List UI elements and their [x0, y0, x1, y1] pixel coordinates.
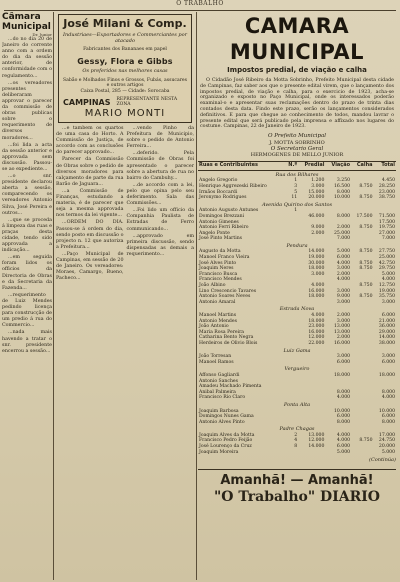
table-cell: 35.750	[378, 294, 395, 300]
table-cell: 3.000	[381, 299, 395, 305]
table-row	[198, 195, 396, 201]
table-cell: 18.000	[308, 318, 325, 324]
table-cell: 8.750	[359, 283, 373, 289]
paragraph: ...foi lida a acta da sessão anterior e approvada sem discussão. Passou-se ao expediente...	[2, 142, 52, 172]
table-cell: 4.000	[336, 260, 351, 266]
table-cell: 18.000	[308, 266, 325, 272]
table-cell: 29.000	[378, 329, 395, 335]
table-cell: 3.250	[336, 178, 351, 184]
table-cell: 23.000	[308, 324, 325, 330]
table-cell: 12.750	[378, 283, 395, 289]
table-cell: 4.000	[311, 313, 325, 319]
table-cell: 17.500	[356, 213, 373, 219]
ad-title: José Milani & Comp.	[63, 17, 187, 30]
street-section-row	[198, 365, 396, 373]
table-cell: 4.000	[311, 283, 325, 289]
paragraph: ...Paço Municipal de Campinas, em sessão de 20 de Janeiro. Os vereadores: Moraes, Camargo, Bueno, Pacheco...	[56, 251, 124, 282]
paragraph: ...o snr. presidente declarou aberta a sessão, comparecendo os vereadores Antonio Silva, José Pereira e outros...	[2, 174, 52, 216]
table-cell: 6.000	[336, 359, 351, 365]
table-cell: 9.000	[311, 225, 325, 231]
paragraph: ...requerimento de Luiz Mendes pedindo licença para construcção de um predio á rua do Commercio...	[2, 292, 52, 329]
continua-label: (Continúa)	[369, 457, 396, 464]
paragraph: ...deferido. Pela Commissão de Obras foi apresentado o parecer sobre a abertura de rua no bairro do Cambuhy...	[126, 151, 194, 181]
table-cell: 2.000	[336, 313, 351, 319]
street-name: Estrada Nova	[279, 306, 315, 313]
table-cell: 1	[294, 178, 298, 184]
table-cell: 17.500	[378, 219, 395, 225]
paragraph: ...em seguida foram lidos os officios da Directoria de Obras e da Secretaria da Fazenda...	[2, 255, 52, 291]
table-cell	[351, 450, 373, 456]
table-cell: Antonio Mendes	[199, 318, 237, 324]
column-divider	[53, 12, 54, 580]
milani-advertisement	[58, 14, 192, 123]
header-total: Total	[374, 162, 396, 171]
table-cell: 8.750	[359, 294, 373, 300]
paragraph: ...os vereadores presentes deliberaram approvar o parecer da commissão de obras publicas sobre o requerimento de diversos moradores...	[2, 80, 52, 141]
table-cell: Joaquim Alves da Motta	[199, 432, 255, 438]
table-cell: 3.000	[336, 354, 351, 360]
table-cell: Herdeiros de Olivio Blois	[199, 340, 258, 346]
table-cell: 3.000	[311, 183, 325, 189]
ad-tagline: Industriaes—Exportadores e Commerciantes por atacado	[63, 32, 188, 44]
street-section-row	[198, 401, 396, 409]
table-cell: 18.000	[378, 372, 395, 378]
table-cell: 4.000	[381, 395, 395, 401]
table-cell: Francisco Rio Claro	[199, 395, 246, 401]
running-head: O TRABALHO	[176, 0, 224, 7]
left-column-heading: Câmara Municipal	[2, 12, 51, 32]
table-cell: 30.000	[308, 260, 325, 266]
table-cell: 24.750	[378, 438, 395, 444]
table-cell: 8.750	[359, 438, 373, 444]
table-cell: Irmãos Boccardi	[199, 189, 238, 195]
table-cell: 4.000	[336, 277, 351, 283]
table-cell: 16.500	[333, 183, 351, 189]
table-cell: Domingos Nunes Gama	[199, 414, 254, 420]
table-cell: 20.000	[308, 195, 325, 201]
table-cell: 10.000	[333, 195, 351, 201]
table-cell: 10.000	[333, 408, 351, 414]
table-cell: 16.000	[308, 288, 325, 294]
table-cell: 8.000	[381, 419, 395, 425]
header-numero: N.º	[285, 162, 299, 171]
paragraph: ...de accordo com a lei, pelo que opina pelo seu deferimento. Sala das Commissões...	[126, 182, 194, 207]
table-cell: Antonio Augusto Antunes	[199, 208, 259, 214]
ad-brand: Gessy, Flora e Gibbs	[77, 56, 173, 66]
street-name: Avenida Quirino dos Santos	[261, 201, 333, 208]
table-cell: 15.000	[308, 189, 325, 195]
middle-text-split	[56, 126, 194, 283]
table-cell: 9.000	[336, 294, 351, 300]
table-cell: 4	[294, 438, 298, 444]
table-cell: 17.000	[378, 432, 395, 438]
table-row	[198, 184, 396, 190]
table-cell: 3.000	[381, 354, 395, 360]
table-cell: Anibal Palmeira	[199, 389, 236, 395]
table-cell: 8.000	[336, 189, 351, 195]
table-cell: Antonio Soares Neves	[199, 294, 251, 300]
table-cell: 8.750	[359, 260, 373, 266]
table-cell: Angelo Gregorio	[199, 178, 238, 184]
table-cell: 8.000	[336, 389, 351, 395]
header-predial: Predial	[298, 162, 325, 171]
table-cell: 4.450	[381, 178, 395, 184]
o-trabalho-diario: "O Trabalho" DIARIO	[213, 489, 380, 506]
tax-table	[198, 161, 396, 455]
table-cell: Manoel Ramos	[199, 359, 234, 365]
street-name: Vergueiro	[284, 366, 310, 373]
ad-campinas-row	[63, 97, 187, 107]
table-cell: 27.000	[378, 230, 395, 236]
table-cell: 12.000	[308, 438, 325, 444]
table-cell: Francisco Mendes	[199, 277, 242, 283]
top-rule	[4, 10, 396, 11]
table-cell: 18.000	[333, 372, 351, 378]
table-cell: 1.200	[311, 178, 325, 184]
table-cell: Augusto da Motta	[199, 249, 241, 255]
table-cell	[285, 450, 299, 456]
table-cell: 13.000	[333, 329, 351, 335]
table-cell: Henrique Aggrezeski Ribeiro	[199, 183, 267, 189]
middle-text-right	[127, 126, 195, 283]
ad-rep: REPRESENTANTE NESTA ZONA	[116, 97, 178, 107]
ad-campinas: CAMPINAS	[63, 97, 111, 107]
table-cell: Francisco Pedro Feijão	[199, 438, 253, 444]
camara-title: CAMARA MUNICIPAL	[229, 14, 365, 64]
table-cell: 5	[294, 189, 298, 195]
table-cell: 18.000	[308, 294, 325, 300]
left-column-text	[2, 37, 52, 355]
ad-brand-note: Os preferidos nas melhores casas	[82, 67, 168, 74]
table-cell: Maria Rosa Pereira	[199, 329, 245, 335]
table-cell: 8.750	[359, 266, 373, 272]
camara-column	[198, 12, 396, 580]
table-cell: 46.000	[308, 213, 325, 219]
table-cell: Antonio Amaral	[199, 299, 236, 305]
table-cell: 19.750	[378, 225, 395, 231]
table-cell: 19.000	[308, 255, 325, 261]
table-cell: 8.000	[381, 389, 395, 395]
table-cell: 3.000	[336, 266, 351, 272]
middle-text-left	[56, 126, 124, 283]
paragraph: ...vendo Pinho da Prefeitura de Municipio, sobre o pedido de Antonio Ferreira...	[126, 126, 194, 150]
table-cell: 38.750	[378, 195, 395, 201]
table-cell: 5.000	[381, 271, 395, 277]
camara-edital-text: O Cidadão José Ribeiro da Motta Sobrinho, Prefeito Municipal desta cidade de Campinas, faz saber aos que o presente edital virem, que o lançamento dos impostos predial, de viação e calha, para o exercicio de 1923, acha-se organizado e exposto no Paço Municipal, onde os interessados poderão examinal-o e apresentar suas reclamações dentro do prazo de trinta dias contados desta data. Findo este prazo, serão os lançamentos considerados definitivos. E para que chegue ao conhecimento de todos, mandou lavrar o presente edital que será publicado pela imprensa e affixado nos lugares do costume. Campinas, 22 de Janeiro de 1923.	[200, 78, 394, 130]
table-cell: José Lourenço da Cruz	[199, 444, 252, 450]
table-cell: 7.000	[381, 236, 395, 242]
table-cell: 3.000	[336, 288, 351, 294]
paragraph: ...a Commissão de Finanças, estudando a materia, é de parecer que seja a mesma approvada nos termos da lei vigente...	[56, 188, 124, 219]
secretario-label: O Secretario Geral	[270, 145, 324, 152]
table-cell: Catharina Bento Negra	[199, 335, 254, 341]
paragraph: ...que se proceda á limpeza das ruas e praças desta cidade, tendo sido approvada a indicação...	[2, 217, 52, 254]
paragraph: ...nada mais havendo a tratar o snr. presidente encerrou a sessão...	[2, 330, 52, 354]
paragraph: ...ORDEM DO DIA. Passou-se á ordem do dia, sendo posto em discussão o projecto n. 12 que autoriza a Prefeitura...	[56, 220, 124, 250]
column-divider	[196, 12, 197, 580]
table-cell: 11	[291, 195, 298, 201]
table-cell: Francisco Busca	[199, 271, 238, 277]
table-cell: 8.750	[359, 225, 373, 231]
table-cell: Antonio Ferri Ribeiro	[199, 225, 249, 231]
table-cell: 6.000	[336, 255, 351, 261]
table-cell: Antonio Gimenes	[199, 219, 239, 225]
header-contribuintes: Ruas e Contribuintes	[198, 162, 285, 171]
table-cell: João Antonio	[199, 324, 229, 330]
table-cell: 4.000	[336, 438, 351, 444]
secretario-name: HERMOGENES DE MELLO JUNIOR	[250, 152, 344, 159]
table-cell: 6.000	[336, 444, 351, 450]
table-cell: Domingos Brezzani	[199, 213, 245, 219]
table-cell: Affonso Gagliardi	[199, 372, 240, 378]
table-cell: João Torresan	[199, 354, 232, 360]
table-cell: 8.750	[359, 183, 373, 189]
street-name: Pendura	[286, 242, 308, 249]
table-cell: 4.000	[381, 277, 395, 283]
table-cell: 4.000	[336, 395, 351, 401]
table-cell: 23.000	[378, 189, 395, 195]
table-cell: 20.000	[378, 444, 395, 450]
table-cell: 2.000	[311, 230, 325, 236]
prefeito-name: J. MOTTA SOBRINHO	[269, 139, 325, 146]
table-cell: 5.000	[336, 449, 351, 455]
table-cell: 6.000	[381, 414, 395, 420]
ad-info1: Sabão e Molhados Finos e Grossos, Fubás, assucares e outros artigos	[63, 77, 187, 88]
left-column-sub: Dr. Junior	[32, 32, 52, 37]
table-cell: 5.000	[381, 449, 395, 455]
table-cell: 8	[294, 444, 298, 450]
table-cell: José Pinto Martins	[199, 236, 243, 242]
table-cell: 14.000	[378, 335, 395, 341]
table-cell: 3.000	[311, 271, 325, 277]
table-cell: 3.000	[336, 318, 351, 324]
table-cell: 16.000	[308, 329, 325, 335]
table-cell: Joaquim Barbosa	[199, 408, 239, 414]
table-cell: 6.000	[336, 414, 351, 420]
table-cell: 38.000	[378, 340, 395, 346]
paragraph: ...Foi lido um officio da Companhia Paulista de Estradas de Ferro communicando...	[126, 208, 194, 232]
table-cell: 25.000	[378, 255, 395, 261]
table-cell: Manoel Franco Vieira	[199, 255, 250, 261]
table-cell: 6.000	[381, 359, 395, 365]
table-cell: Joaquim Neres	[199, 266, 234, 272]
street-section-row	[198, 425, 396, 433]
table-cell: 7.000	[336, 236, 351, 242]
street-name: Ponta Alta	[283, 401, 311, 408]
table-cell: 3	[294, 183, 298, 189]
table-cell: 22.000	[308, 340, 325, 346]
table-cell: José Alves Pinto	[199, 260, 237, 266]
table-cell: 14.000	[308, 444, 325, 450]
street-section-row	[198, 305, 396, 313]
table-cell: 28.250	[378, 183, 395, 189]
amanha-line: Amanhã! — Amanhã!	[220, 473, 374, 489]
table-cell: João Albino	[199, 283, 226, 289]
table-cell: 16.000	[333, 340, 351, 346]
camara-subtitle: Impostos predial, de viação e calha	[227, 66, 367, 74]
table-cell: 25.000	[333, 230, 351, 236]
paragraph: ...e tambem os quartos de uma casa do Horto. A Commissão de Justiça, de accordo com as conclusões do parecer approvado...	[56, 126, 124, 156]
ad-rep-name: MARIO MONTI	[84, 108, 166, 119]
table-cell: 8.750	[359, 249, 373, 255]
table-cell: 2.000	[336, 335, 351, 341]
table-cell: 19.000	[378, 288, 395, 294]
table-cell: 8.000	[336, 419, 351, 425]
table-cell: Angelo Ponte	[199, 230, 230, 236]
street-name: Rua dos Bilhares	[275, 171, 319, 178]
paragraph: ...do no dia 20 de Janeiro do corrente anno com a ordem do dia da sessão anterior, de conformidade com o regulamento...	[2, 37, 52, 79]
table-cell: 21.000	[378, 318, 395, 324]
tax-table-body	[198, 170, 396, 455]
table-cell: 14.000	[308, 249, 325, 255]
ad-line: Fabricantes dos Bananaes em papel	[83, 47, 167, 52]
table-cell: Jeronymo Rodrigues	[199, 195, 247, 201]
table-cell: Amadeu Machado Pimenta	[199, 384, 262, 390]
left-column	[2, 12, 52, 580]
street-name: Luiz Gama	[283, 347, 311, 354]
table-cell: 3.000	[336, 299, 351, 305]
table-cell: Antonio Sanches	[199, 378, 238, 384]
table-cell: 36.000	[378, 324, 395, 330]
table-cell: Antonio Alves Pinto	[199, 419, 245, 425]
table-cell: 8.000	[336, 213, 351, 219]
table-cell: 1	[294, 208, 298, 214]
header-calha: Calha	[351, 162, 373, 171]
table-cell: 4.000	[336, 432, 351, 438]
header-viacao: Viação	[325, 162, 351, 171]
table-cell: 13.000	[308, 432, 325, 438]
table-cell: Joaquim Moreira	[199, 449, 239, 455]
table-row	[198, 450, 396, 456]
table-cell: 29.750	[378, 266, 395, 272]
table-cell: 8.750	[359, 195, 373, 201]
table-cell: 27.750	[378, 249, 395, 255]
table-cell: 13.000	[333, 324, 351, 330]
table-cell: 42.750	[378, 260, 395, 266]
table-cell: 2.000	[336, 225, 351, 231]
middle-column	[56, 12, 194, 580]
table-cell: 2	[294, 432, 298, 438]
tax-table-header	[198, 162, 396, 171]
table-cell: Manoel Martins	[199, 313, 237, 319]
table-cell	[298, 450, 325, 456]
table-cell: 10.000	[378, 408, 395, 414]
amanha-advert	[198, 469, 396, 505]
table-cell: 71.500	[378, 213, 395, 219]
paragraph: Parecer da Commissão de Obras sobre o pedido de diversos moradores para calçamento de parte da rua Barão de Jaguara...	[56, 157, 124, 187]
table-cell: 5.000	[336, 249, 351, 255]
ad-info2: Caixa Postal, 285 — Cidade: Sorocaba	[80, 88, 170, 94]
table-cell: Lino Crescencio Tavares	[199, 288, 257, 294]
table-cell: 6.000	[381, 313, 395, 319]
table-cell: 12.000	[308, 335, 325, 341]
prefeito-label: O Prefeito Municipal	[267, 133, 327, 140]
paragraph: ...approvado em primeira discussão, sendo dispensadas as demais a requerimento...	[126, 233, 194, 257]
table-cell: 2.000	[336, 271, 351, 277]
street-name: Padre Chagas	[279, 426, 315, 433]
